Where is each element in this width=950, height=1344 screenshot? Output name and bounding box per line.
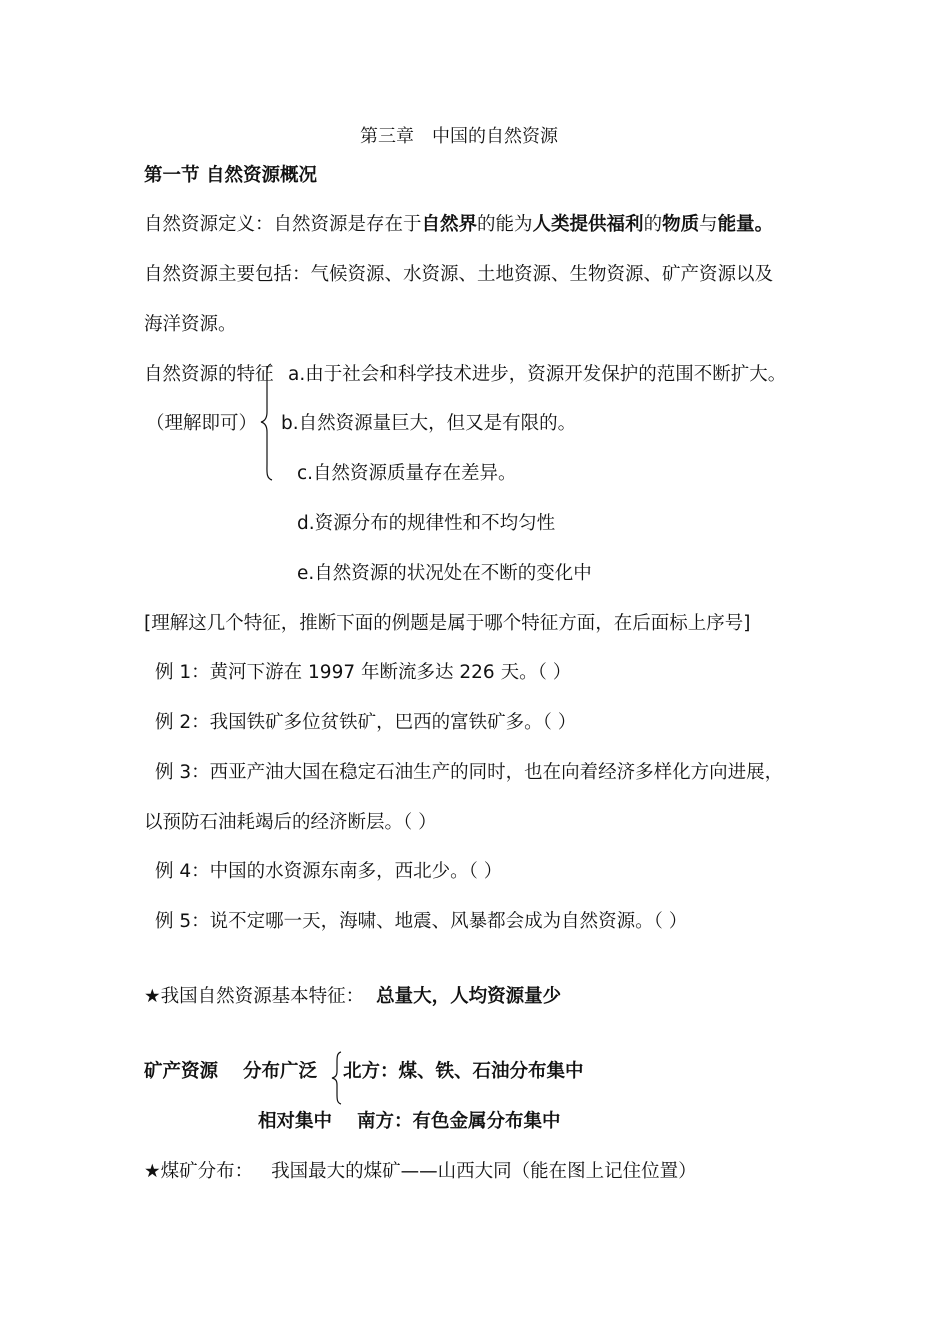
features-label: 自然资源的特征 — [144, 364, 274, 385]
features-sublabel: （理解即可） — [146, 413, 258, 434]
feature-c: c.自然资源质量存在差异。 — [297, 463, 517, 484]
includes-line-1: 自然资源主要包括：气候资源、水资源、土地资源、生物资源、矿产资源以及 — [144, 264, 774, 285]
definition-text-5: 。 — [754, 214, 774, 235]
definition-bold-matter: 物质 — [662, 214, 700, 235]
minerals-concentrated: 相对集中 — [258, 1111, 333, 1132]
definition-bold-welfare: 人类提供福利 — [532, 214, 644, 235]
feature-b: b.自然资源量巨大，但又是有限的。 — [281, 413, 577, 434]
definition-paragraph — [144, 213, 773, 237]
example-3-line-1: 例 3：西亚产油大国在稳定石油生产的同时，也在向着经济多样化方向进展， — [155, 762, 784, 783]
minerals-label: 矿产资源 — [144, 1061, 219, 1082]
section-heading: 第一节 自然资源概况 — [144, 165, 317, 186]
basic-feature-label: ★我国自然资源基本特征： — [144, 986, 365, 1007]
coal-value: 我国最大的煤矿——山西大同（能在图上记住位置） — [271, 1161, 697, 1182]
definition-text-3: 的 — [643, 214, 663, 235]
page-title: 第三章 中国的自然资源 — [360, 126, 558, 147]
example-2: 例 2：我国铁矿多位贫铁矿，巴西的富铁矿多。（ ） — [155, 712, 577, 733]
coal-distribution — [144, 1160, 697, 1184]
example-3-line-2: 以预防石油耗竭后的经济断层。（ ） — [144, 812, 437, 833]
definition-bold-nature: 自然界 — [421, 214, 478, 235]
features-brace-icon — [258, 360, 278, 484]
feature-a: a.由于社会和科学技术进步，资源开发保护的范围不断扩大。 — [288, 364, 787, 385]
minerals-north: 北方：煤、铁、石油分布集中 — [343, 1061, 584, 1082]
definition-text-4: 与 — [699, 214, 718, 235]
example-4: 例 4：中国的水资源东南多，西北少。（ ） — [155, 861, 503, 882]
definition-text-1: 自然资源定义：自然资源是存在于 — [144, 214, 422, 235]
minerals-wide: 分布广泛 — [243, 1061, 318, 1082]
includes-line-2: 海洋资源。 — [144, 314, 237, 335]
definition-bold-energy: 能量 — [717, 214, 755, 235]
instruction-text: [理解这几个特征，推断下面的例题是属于哪个特征方面，在后面标上序号] — [144, 613, 751, 634]
basic-feature — [144, 985, 561, 1009]
example-5: 例 5：说不定哪一天，海啸、地震、风暴都会成为自然资源。（ ） — [155, 911, 688, 932]
definition-text-2: 的能为 — [477, 214, 533, 235]
feature-e: e.自然资源的状况处在不断的变化中 — [297, 563, 592, 584]
minerals-south: 南方：有色金属分布集中 — [357, 1111, 561, 1132]
feature-d: d.资源分布的规律性和不均匀性 — [297, 513, 556, 534]
coal-label: ★煤矿分布： — [144, 1161, 254, 1182]
basic-feature-value: 总量大，人均资源量少 — [376, 986, 562, 1007]
example-1: 例 1：黄河下游在 1997 年断流多达 226 天。（ ） — [155, 662, 572, 683]
